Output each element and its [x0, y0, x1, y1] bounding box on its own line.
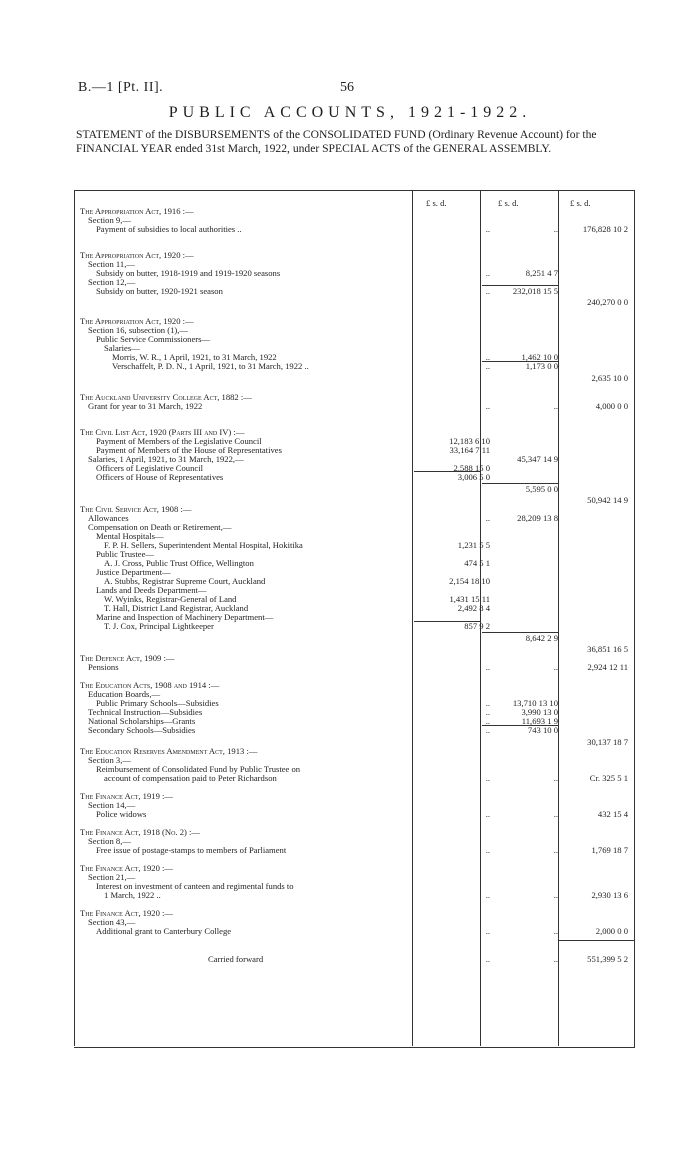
table-row	[80, 662, 632, 673]
amount-c1: 3,006 5 0	[457, 472, 490, 482]
amount-c2: 3,990 13 0	[521, 707, 558, 717]
amount-c1: 2,588 15 0	[453, 463, 490, 473]
amount-c2: ..	[553, 926, 558, 936]
table-row	[80, 472, 632, 483]
row-description: Section 8,—	[88, 836, 131, 846]
table-row	[80, 845, 632, 856]
subtotal-row	[80, 373, 632, 384]
table-row	[80, 773, 632, 784]
amount-c1: 1,431 15 11	[449, 594, 490, 604]
amount-c1: ..	[485, 268, 490, 278]
page-title: PUBLIC ACCOUNTS, 1921-1922.	[168, 104, 532, 121]
table-row	[80, 954, 632, 965]
act-heading: The Finance Act, 1918 (No. 2) :—	[80, 827, 201, 837]
subtotal-row	[80, 484, 632, 495]
row-description: Public Trustee—	[96, 549, 155, 559]
act-heading: The Education Reserves Amendment Act, 1913 :—	[80, 746, 258, 756]
amount-c2: 1,462 10 0	[521, 352, 558, 362]
table-row	[80, 286, 632, 297]
row-description: Additional grant to Canterbury College	[96, 926, 232, 936]
subtotal-rule	[414, 471, 480, 472]
amount-c1: 2,492 8 4	[457, 603, 490, 613]
row-description: National Scholarships—Grants	[88, 716, 196, 726]
table-row	[80, 361, 632, 372]
subtotal-row	[80, 633, 632, 644]
row-description: Grant for year to 31 March, 1922	[88, 401, 203, 411]
row-description: Marine and Inspection of Machinery Department—	[96, 612, 274, 622]
amount-c2: ..	[553, 809, 558, 819]
table-row	[80, 926, 632, 937]
table-row	[80, 621, 632, 632]
table-row	[80, 809, 632, 820]
amount-c1: ..	[485, 954, 490, 964]
report-reference: B.—1 [Pt. II].	[78, 80, 164, 95]
row-description: A. J. Cross, Public Trust Office, Wellington	[104, 558, 254, 568]
amount-c2: 11,693 1 9	[521, 716, 558, 726]
row-description: Public Primary Schools—Subsidies	[96, 698, 219, 708]
act-heading: The Civil List Act, 1920 (Parts III and IV) :—	[80, 427, 245, 437]
subtotal-row	[80, 297, 632, 308]
table-row	[80, 890, 632, 901]
row-description: F. P. H. Sellers, Superintendent Mental Hospital, Hokitika	[104, 540, 303, 550]
amount-c3: 551,399 5 2	[587, 954, 628, 964]
subtotal-rule	[482, 361, 558, 362]
amount-c2: ..	[553, 890, 558, 900]
amount-c1: ..	[485, 716, 490, 726]
amount-c1: ..	[485, 401, 490, 411]
amount-c1: ..	[485, 707, 490, 717]
column-header-2: £ s. d.	[498, 198, 519, 208]
row-description: Secondary Schools—Subsidies	[88, 725, 196, 735]
amount-c2: 13,710 13 10	[512, 698, 558, 708]
row-description: Section 21,—	[88, 872, 136, 882]
amount-c2: ..	[553, 773, 558, 783]
amount-c1: ..	[485, 926, 490, 936]
amount-c1: ..	[485, 845, 490, 855]
amount-c1: 1,231 5 5	[457, 540, 490, 550]
page-number: 56	[340, 80, 354, 95]
row-description: Section 11,—	[88, 259, 135, 269]
amount-c1: 33,164 7 11	[449, 445, 490, 455]
amount-c1: ..	[485, 809, 490, 819]
row-description: Section 3,—	[88, 755, 131, 765]
amount-c2: 232,018 15 5	[512, 286, 558, 296]
amount-c3: 2,635 10 0	[591, 373, 628, 383]
row-description: Compensation on Death or Retirement,—	[88, 522, 232, 532]
amount-c1: 2,154 18 10	[449, 576, 490, 586]
table-row	[80, 401, 632, 412]
amount-c1: ..	[485, 698, 490, 708]
amount-c2: 5,595 0 0	[525, 484, 558, 494]
row-description: Payment of Members of the House of Representatives	[96, 445, 282, 455]
table-row	[80, 224, 632, 235]
row-description: W. Wyinks, Registrar-General of Land	[104, 594, 237, 604]
amount-c1: 474 5 1	[464, 558, 490, 568]
row-description: Free issue of postage-stamps to members of Parliament	[96, 845, 287, 855]
amount-c2: 8,251 4 7	[525, 268, 558, 278]
row-description: Officers of Legislative Council	[96, 463, 203, 473]
amount-c2: 743 10 0	[527, 725, 558, 735]
amount-c2: ..	[553, 401, 558, 411]
row-description: account of compensation paid to Peter Richardson	[104, 773, 277, 783]
column-header-1: £ s. d.	[426, 198, 447, 208]
row-description: Section 9,—	[88, 215, 131, 225]
amount-c1: ..	[485, 513, 490, 523]
amount-c3: Cr. 325 5 1	[589, 773, 628, 783]
row-description: Mental Hospitals—	[96, 531, 164, 541]
carried-forward-rule	[558, 940, 634, 941]
row-description: Officers of House of Representatives	[96, 472, 224, 482]
subtotal-rule	[482, 725, 558, 726]
amount-c1: ..	[485, 224, 490, 234]
row-description: Section 43,—	[88, 917, 136, 927]
row-description: Section 14,—	[88, 800, 136, 810]
row-description: Section 16, subsection (1),—	[88, 325, 189, 335]
act-heading: The Finance Act, 1920 :—	[80, 908, 174, 918]
amount-c1: ..	[485, 286, 490, 296]
row-description: Subsidy on butter, 1918-1919 and 1919-1920 seasons	[96, 268, 281, 278]
amount-c2: ..	[553, 662, 558, 672]
amount-c1: ..	[485, 361, 490, 371]
amount-c1: ..	[485, 352, 490, 362]
row-description: Education Boards,—	[88, 689, 161, 699]
row-description: Technical Instruction—Subsidies	[88, 707, 203, 717]
amount-c3: 2,000 0 0	[595, 926, 628, 936]
row-description: Interest on investment of canteen and regimental funds to	[96, 881, 294, 891]
amount-c2: ..	[553, 954, 558, 964]
row-description: Justice Department—	[96, 567, 171, 577]
amount-c3: 2,930 13 6	[591, 890, 628, 900]
amount-c3: 50,942 14 9	[587, 495, 628, 505]
subtotal-rule	[482, 483, 558, 484]
subtotal-rule	[482, 285, 558, 286]
row-description: Salaries, 1 April, 1921, to 31 March, 1922,—	[88, 454, 244, 464]
subtotal-rule	[482, 632, 558, 633]
row-description: Payment of Members of the Legislative Council	[96, 436, 262, 446]
amount-c1: ..	[485, 725, 490, 735]
amount-c1: ..	[485, 773, 490, 783]
amount-c3: 2,924 12 11	[587, 662, 628, 672]
statement-intro: STATEMENT of the DISBURSEMENTS of the CONSOLIDATED FUND (Ordinary Revenue Account) for the FINANCIAL YEAR ended 31st March, 1922, under SPECIAL ACTS of the GENERAL ASSEMBLY.	[76, 128, 597, 155]
subtotal-rule	[414, 621, 480, 622]
amount-c3: 1,769 18 7	[591, 845, 628, 855]
act-heading: The Auckland University College Act, 1882 :—	[80, 392, 252, 402]
row-description: Subsidy on butter, 1920-1921 season	[96, 286, 223, 296]
row-description: T. J. Cox, Principal Lightkeeper	[104, 621, 214, 631]
row-description: Carried forward	[208, 954, 264, 964]
act-heading: The Appropriation Act, 1920 :—	[80, 250, 194, 260]
row-description: Police widows	[96, 809, 147, 819]
row-description: Verschaffelt, P. D. N., 1 April, 1921, to 31 March, 1922 ..	[112, 361, 309, 371]
amount-c1: ..	[485, 662, 490, 672]
amount-c1: 857 9 2	[464, 621, 490, 631]
row-description: 1 March, 1922 ..	[104, 890, 161, 900]
act-heading: The Civil Service Act, 1908 :—	[80, 504, 192, 514]
row-description: Morris, W. R., 1 April, 1921, to 31 March, 1922	[112, 352, 277, 362]
act-heading: The Education Acts, 1908 and 1914 :—	[80, 680, 220, 690]
table-left-border	[74, 190, 75, 1046]
amount-c2: 45,347 14 9	[517, 454, 558, 464]
amount-c3: 176,828 10 2	[582, 224, 628, 234]
table-row	[80, 725, 632, 736]
column-header-3: £ s. d.	[570, 198, 591, 208]
row-description: A. Stubbs, Registrar Supreme Court, Auckland	[104, 576, 266, 586]
amount-c1: 12,183 6 10	[449, 436, 490, 446]
act-heading: The Appropriation Act, 1920 :—	[80, 316, 194, 326]
amount-c3: 4,000 0 0	[595, 401, 628, 411]
row-description: Lands and Deeds Department—	[96, 585, 207, 595]
row-description: Section 12,—	[88, 277, 136, 287]
row-description: Reimbursement of Consolidated Fund by Public Trustee on	[96, 764, 301, 774]
act-heading: The Finance Act, 1920 :—	[80, 863, 174, 873]
amount-c2: 8,642 2 9	[525, 633, 558, 643]
row-description: Salaries—	[104, 343, 140, 353]
act-heading: The Finance Act, 1919 :—	[80, 791, 174, 801]
amount-c1: ..	[485, 890, 490, 900]
amount-c3: 240,270 0 0	[587, 297, 628, 307]
row-description: Pensions	[88, 662, 119, 672]
amount-c3: 30,137 18 7	[587, 737, 628, 747]
row-description: Payment of subsidies to local authorities ..	[96, 224, 242, 234]
act-heading: The Defence Act, 1909 :—	[80, 653, 175, 663]
amount-c2: 1,173 0 0	[525, 361, 558, 371]
amount-c2: ..	[553, 224, 558, 234]
row-description: T. Hall, District Land Registrar, Auckland	[104, 603, 249, 613]
row-description: Public Service Commissioners—	[96, 334, 211, 344]
amount-c2: ..	[553, 845, 558, 855]
row-description: Allowances	[88, 513, 129, 523]
amount-c2: 28,209 13 8	[517, 513, 558, 523]
amount-c3: 432 15 4	[597, 809, 628, 819]
act-heading: The Appropriation Act, 1916 :—	[80, 206, 194, 216]
amount-c3: 36,851 16 5	[587, 644, 628, 654]
